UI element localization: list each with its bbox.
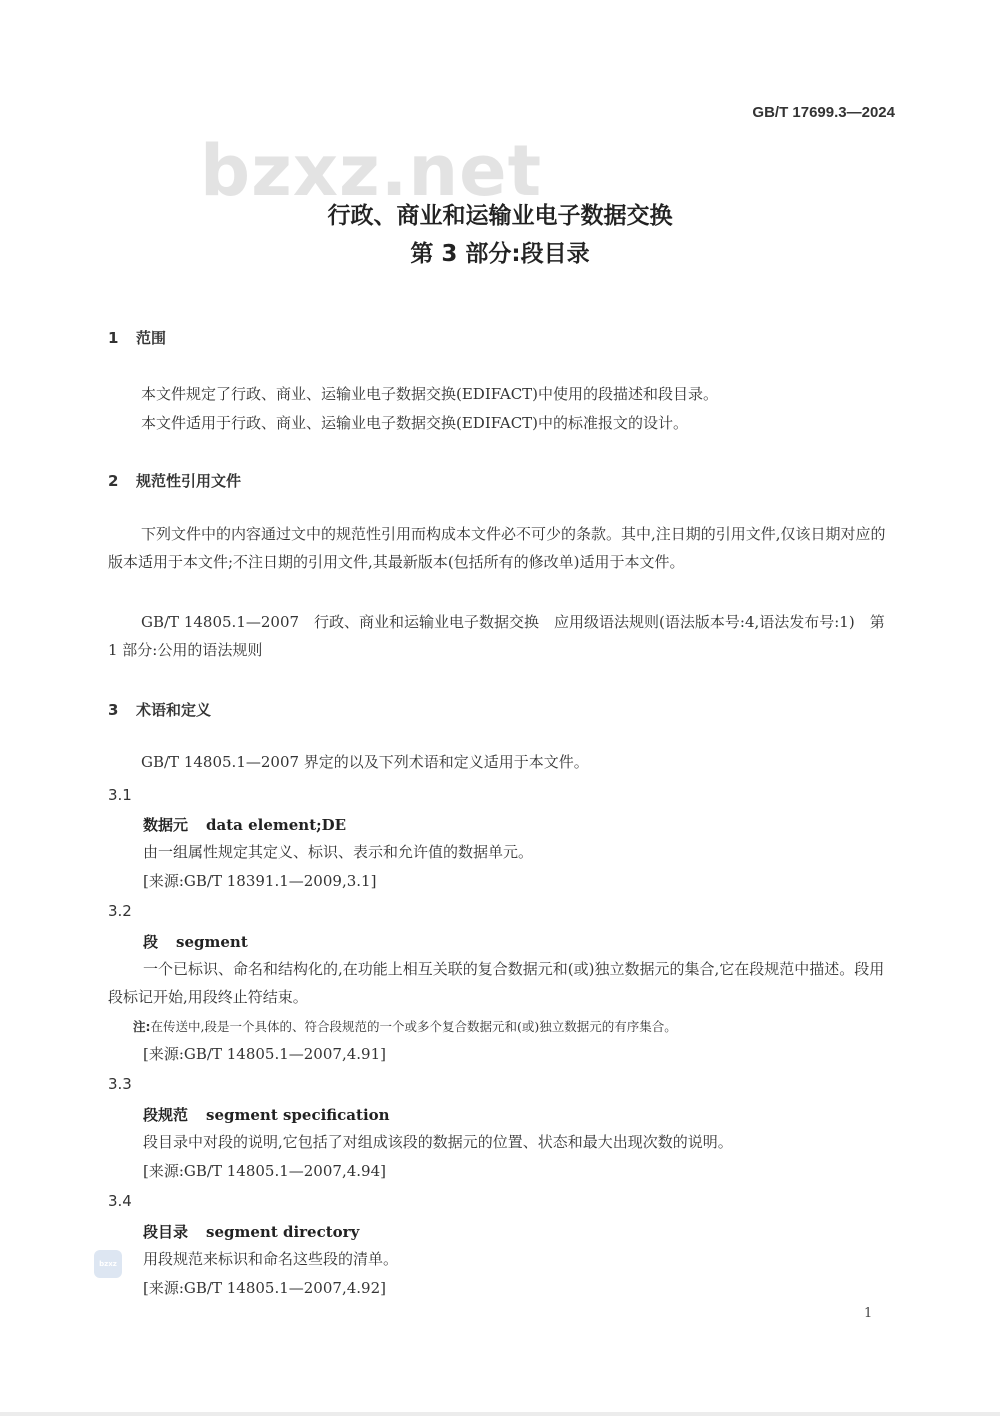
- term-definition: 由一组属性规定其定义、标识、表示和允许值的数据单元。: [143, 843, 534, 861]
- term-source: [来源:GB/T 14805.1—2007,4.91]: [143, 1045, 386, 1063]
- section-1-paragraph-2: 本文件适用于行政、商业、运输业电子数据交换(EDIFACT)中的标准报文的设计。: [141, 414, 689, 432]
- term-number: 3.2: [108, 902, 132, 920]
- term-en: segment: [176, 933, 248, 951]
- normative-reference: GB/T 14805.1—2007 行政、商业和运输业电子数据交换 应用级语法规则(语法版本号:4,语法发布号:1) 第 1 部分:公用的语法规则: [108, 613, 885, 659]
- section-number: 3: [108, 701, 119, 719]
- section-title: 规范性引用文件: [136, 472, 242, 490]
- section-number: 1: [108, 329, 119, 347]
- section-3-heading: [108, 699, 211, 720]
- term-source: [来源:GB/T 18391.1—2009,3.1]: [143, 872, 377, 890]
- section-2-heading: [108, 470, 241, 491]
- term-number: 3.4: [108, 1192, 132, 1210]
- term-zh: 段规范: [143, 1106, 189, 1124]
- document-title-line1: 行政、商业和运输业电子数据交换: [327, 203, 673, 229]
- term-heading: [143, 1221, 359, 1242]
- section-3-intro: GB/T 14805.1—2007 界定的以及下列术语和定义适用于本文件。: [141, 753, 589, 771]
- term-heading: [143, 814, 346, 835]
- section-1-heading: [108, 327, 166, 348]
- section-title: 术语和定义: [136, 701, 212, 719]
- watermark: bzxz.net: [200, 130, 543, 212]
- term-en: segment specification: [206, 1106, 390, 1124]
- term-zh: 段: [143, 933, 159, 951]
- bottom-divider: [0, 1412, 1000, 1416]
- term-en: data element;DE: [206, 816, 347, 834]
- term-heading: [143, 1104, 390, 1125]
- term-definition: 用段规范来标识和命名这些段的清单。: [143, 1250, 399, 1268]
- section-number: 2: [108, 472, 119, 490]
- term-heading: [143, 931, 248, 952]
- note-label: 注:: [133, 1019, 151, 1034]
- term-number: 3.3: [108, 1075, 132, 1093]
- standard-code: GB/T 17699.3—2024: [752, 104, 895, 121]
- section-title: 范围: [136, 329, 167, 347]
- term-note: [133, 1017, 677, 1035]
- term-source: [来源:GB/T 14805.1—2007,4.92]: [143, 1279, 386, 1297]
- section-1-paragraph-1: 本文件规定了行政、商业、运输业电子数据交换(EDIFACT)中使用的段描述和段目录。: [141, 385, 719, 403]
- term-source: [来源:GB/T 14805.1—2007,4.94]: [143, 1162, 386, 1180]
- term-zh: 数据元: [143, 816, 189, 834]
- term-en: segment directory: [206, 1223, 360, 1241]
- term-definition: 段目录中对段的说明,它包括了对组成该段的数据元的位置、状态和最大出现次数的说明。: [143, 1133, 733, 1151]
- term-definition: 一个已标识、命名和结构化的,在功能上相互关联的复合数据元和(或)独立数据元的集合,它在段规范中描述。段用段标记开始,用段终止符结束。: [108, 960, 885, 1006]
- watermark-stamp-icon: bzxz: [94, 1250, 122, 1278]
- note-text: 在传送中,段是一个具体的、符合段规范的一个或多个复合数据元和(或)独立数据元的有序集合。: [150, 1019, 677, 1034]
- term-zh: 段目录: [143, 1223, 189, 1241]
- section-2-paragraph: 下列文件中的内容通过文中的规范性引用而构成本文件必不可少的条款。其中,注日期的引用文件,仅该日期对应的版本适用于本文件;不注日期的引用文件,其最新版本(包括所有的修改单)适用于本文件。: [108, 525, 886, 571]
- page-number: 1: [864, 1306, 873, 1321]
- term-number: 3.1: [108, 786, 132, 804]
- document-title-line2: 第 3 部分:段目录: [410, 241, 590, 267]
